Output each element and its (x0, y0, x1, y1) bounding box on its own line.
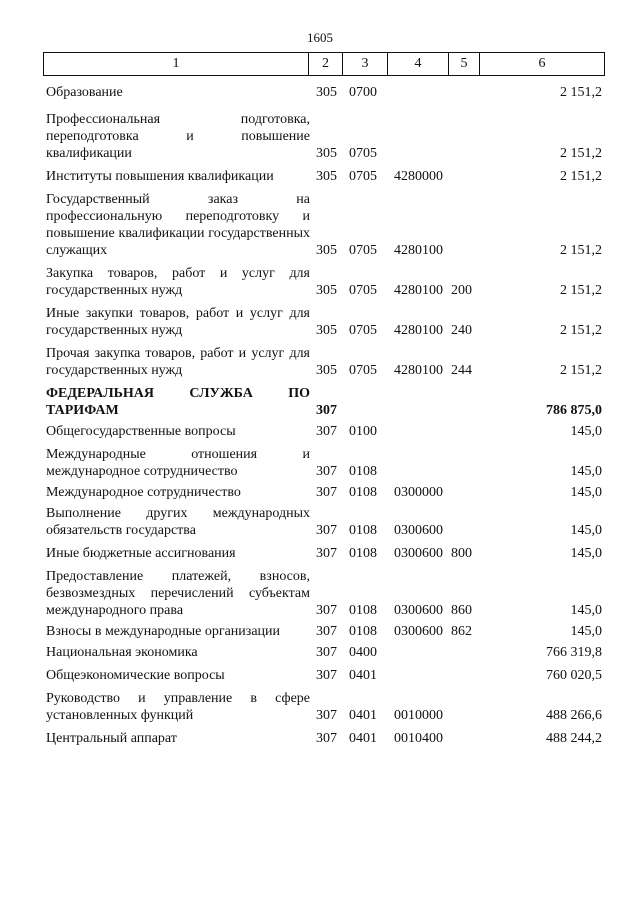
table-row (46, 111, 602, 162)
row-col-2: 305 (316, 146, 337, 161)
row-name: Предоставление платежей, взносов, безвозмездных перечислений субъектам международного права (46, 569, 310, 618)
table-row (46, 484, 602, 501)
row-col-3: 0705 (349, 323, 377, 338)
row-col-4: 0300600 (394, 546, 443, 561)
row-col-3: 0108 (349, 523, 377, 538)
row-col-2: 307 (316, 403, 337, 418)
row-col-2: 307 (316, 424, 337, 439)
row-col-3: 0400 (349, 645, 377, 660)
row-name: Образование (46, 85, 123, 100)
row-col-6: 145,0 (570, 464, 602, 479)
row-name: Центральный аппарат (46, 731, 177, 746)
row-col-4: 4280100 (394, 323, 443, 338)
row-col-6: 766 319,8 (546, 645, 602, 660)
table-row (46, 191, 602, 259)
table-row (46, 568, 602, 619)
row-name: Иные закупки товаров, работ и услуг для государственных нужд (46, 306, 310, 338)
table-row (46, 623, 602, 640)
table-row (46, 345, 602, 379)
table-header (43, 52, 605, 76)
table-row (46, 84, 602, 101)
row-col-3: 0401 (349, 668, 377, 683)
row-col-6: 2 151,2 (560, 283, 602, 298)
row-col-2: 305 (316, 283, 337, 298)
row-col-4: 4280100 (394, 283, 443, 298)
row-col-3: 0705 (349, 243, 377, 258)
row-col-2: 305 (316, 363, 337, 378)
row-col-6: 2 151,2 (560, 323, 602, 338)
row-name: Взносы в международные организации (46, 624, 281, 639)
row-col-2: 307 (316, 546, 337, 561)
row-col-2: 307 (316, 731, 337, 746)
row-col-3: 0705 (349, 283, 377, 298)
row-col-2: 307 (316, 645, 337, 660)
row-col-3: 0401 (349, 731, 377, 746)
row-name: Руководство и управление в сфере установленных функций (46, 691, 310, 723)
row-col-5: 800 (451, 546, 472, 561)
row-col-6: 2 151,2 (560, 243, 602, 258)
row-name: Профессиональная подготовка, переподготовка и повышение квалификации (46, 112, 310, 161)
row-col-2: 305 (316, 243, 337, 258)
row-col-6: 2 151,2 (560, 363, 602, 378)
row-col-2: 307 (316, 603, 337, 618)
row-col-2: 305 (316, 169, 337, 184)
row-col-5: 862 (451, 624, 472, 639)
row-col-4: 0300000 (394, 485, 443, 500)
row-col-6: 2 151,2 (560, 146, 602, 161)
header-col-2: 2 (309, 53, 343, 76)
row-col-3: 0100 (349, 424, 377, 439)
row-col-6: 2 151,2 (560, 169, 602, 184)
row-col-4: 0300600 (394, 624, 443, 639)
row-name: Международные отношения и международное сотрудничество (46, 447, 310, 479)
table-row (46, 168, 602, 185)
row-col-3: 0108 (349, 624, 377, 639)
row-col-6: 145,0 (570, 485, 602, 500)
row-col-2: 307 (316, 485, 337, 500)
row-col-5: 860 (451, 603, 472, 618)
row-col-4: 4280000 (394, 169, 443, 184)
table-row (46, 265, 602, 299)
row-name: Институты повышения квалификации (46, 169, 274, 184)
table-row (46, 545, 602, 562)
row-col-3: 0108 (349, 464, 377, 479)
row-col-5: 240 (451, 323, 472, 338)
row-col-2: 305 (316, 323, 337, 338)
row-col-6: 145,0 (570, 424, 602, 439)
row-col-4: 4280100 (394, 243, 443, 258)
row-col-3: 0705 (349, 169, 377, 184)
row-name: Выполнение других международных обязательств государства (46, 506, 310, 538)
row-col-4: 0010000 (394, 708, 443, 723)
header-col-6: 6 (480, 53, 605, 76)
header-col-3: 3 (343, 53, 388, 76)
header-col-1: 1 (44, 53, 309, 76)
table-row (46, 446, 602, 480)
row-col-4: 0300600 (394, 523, 443, 538)
row-col-2: 307 (316, 708, 337, 723)
row-col-2: 307 (316, 523, 337, 538)
row-col-2: 305 (316, 85, 337, 100)
row-col-4: 0300600 (394, 603, 443, 618)
row-col-2: 307 (316, 668, 337, 683)
row-col-3: 0108 (349, 603, 377, 618)
row-col-6: 145,0 (570, 624, 602, 639)
row-col-6: 145,0 (570, 523, 602, 538)
row-col-3: 0705 (349, 146, 377, 161)
row-col-6: 488 244,2 (546, 731, 602, 746)
row-col-2: 307 (316, 624, 337, 639)
row-col-6: 786 875,0 (546, 403, 602, 418)
row-name: Общеэкономические вопросы (46, 668, 225, 683)
row-col-6: 2 151,2 (560, 85, 602, 100)
row-col-6: 145,0 (570, 546, 602, 561)
row-col-3: 0705 (349, 363, 377, 378)
table-row (46, 305, 602, 339)
row-name: Закупка товаров, работ и услуг для государственных нужд (46, 266, 310, 298)
row-name: Международное сотрудничество (46, 485, 241, 500)
table-row (46, 644, 602, 661)
header-col-5: 5 (449, 53, 480, 76)
row-name: Иные бюджетные ассигнования (46, 546, 236, 561)
row-col-5: 244 (451, 363, 472, 378)
header-col-4: 4 (388, 53, 449, 76)
row-col-6: 760 020,5 (546, 668, 602, 683)
budget-table-body (46, 84, 602, 751)
row-col-6: 488 266,6 (546, 708, 602, 723)
row-name: Национальная экономика (46, 645, 198, 660)
row-col-2: 307 (316, 464, 337, 479)
row-name: Прочая закупка товаров, работ и услуг для государственных нужд (46, 346, 310, 378)
row-col-4: 4280100 (394, 363, 443, 378)
row-name: Государственный заказ на профессиональную переподготовку и повышение квалификации государственных служащих (46, 192, 310, 258)
table-row (46, 667, 602, 684)
page-number: 1605 (307, 30, 333, 45)
row-name: Общегосударственные вопросы (46, 424, 236, 439)
row-col-3: 0108 (349, 546, 377, 561)
table-row (46, 505, 602, 539)
row-col-6: 145,0 (570, 603, 602, 618)
row-col-5: 200 (451, 283, 472, 298)
table-row (46, 730, 602, 747)
table-row (46, 423, 602, 440)
row-col-3: 0401 (349, 708, 377, 723)
row-name: ФЕДЕРАЛЬНАЯ СЛУЖБА ПО ТАРИФАМ (46, 386, 310, 418)
row-col-4: 0010400 (394, 731, 443, 746)
row-col-3: 0700 (349, 85, 377, 100)
table-row (46, 690, 602, 724)
row-col-3: 0108 (349, 485, 377, 500)
table-row (46, 385, 602, 419)
